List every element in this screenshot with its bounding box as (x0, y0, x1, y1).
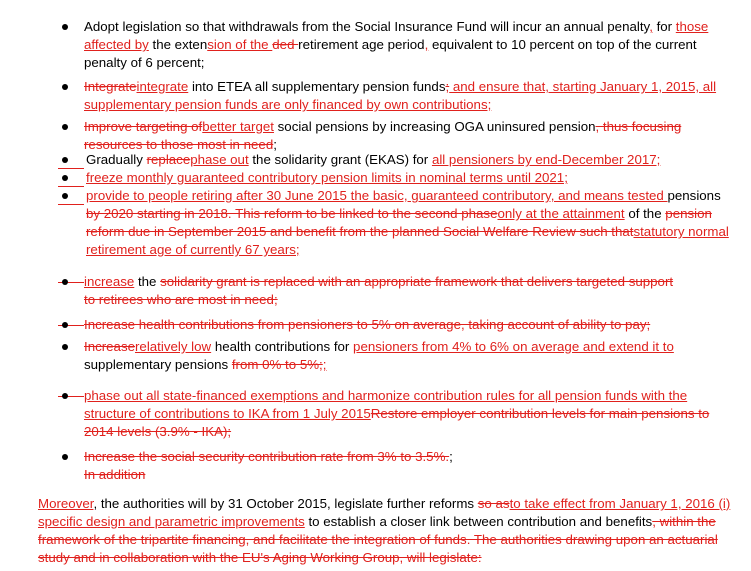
list-bullet (62, 393, 68, 399)
text-run: the exten (148, 37, 208, 52)
inserted-text: pensioners from 4% to 6% on average and extend it to (353, 339, 674, 354)
inserted-text: only at the attainment (497, 206, 625, 221)
list-item-line (86, 223, 729, 241)
paragraph-line (38, 549, 482, 567)
inserted-text: freeze monthly guaranteed contributory pension limits in nominal terms until 2021; (86, 170, 568, 185)
list-bullet (62, 454, 68, 460)
list-item-line (84, 96, 491, 114)
inserted-text: provide to people retiring after 30 June 2015 the basic, guaranteed contributory, and means tested (86, 188, 668, 203)
inserted-text: retirement age of currently 67 years; (86, 242, 300, 257)
bullet-underline-mark (58, 204, 84, 205)
list-bullet (62, 157, 68, 163)
list-item-line (84, 387, 687, 405)
bullet-underline-mark (58, 186, 84, 187)
deleted-text: resources to those most in need (84, 137, 274, 152)
list-bullet (62, 84, 68, 90)
list-item-line (84, 356, 326, 374)
inserted-text: , (424, 37, 429, 52)
deleted-text: Improve targeting of (84, 119, 203, 134)
deleted-text: replace (146, 152, 191, 167)
deleted-text: from 0% to 5%; (231, 357, 323, 372)
inserted-text: phase out all state-financed exemptions and harmonize contribution rules for all pension funds with the (84, 388, 688, 403)
list-item-line (86, 151, 660, 169)
paragraph-line (38, 513, 716, 531)
text-run: , the authorities will by 31 October 2015, legislate further reforms (93, 496, 478, 511)
inserted-text: supplementary pension funds are only financed by own contributions; (84, 97, 492, 112)
list-item-line (84, 338, 674, 356)
inserted-text: ; (322, 357, 327, 372)
text-run: the solidarity grant (EKAS) for (248, 152, 432, 167)
deleted-text: study and in collaboration with the EU's Aging Working Group, will legislate: (38, 550, 482, 565)
text-run: the (134, 274, 161, 289)
deleted-text: Restore employer contribution levels for main pensions to (370, 406, 710, 421)
inserted-text: increase (84, 274, 135, 289)
list-bullet (62, 124, 68, 130)
inserted-text: , (649, 19, 653, 34)
list-item-line (84, 18, 708, 36)
text-run: Adopt legislation so that withdrawals from the Social Insurance Fund will incur an annual penalty (84, 19, 650, 34)
list-item-line (84, 54, 205, 72)
list-item-line (84, 466, 145, 484)
list-item-line (84, 36, 697, 54)
deleted-text: , within the (652, 514, 716, 529)
text-run: social pensions by increasing OGA uninsured pension (273, 119, 596, 134)
inserted-text: sion of the (207, 37, 273, 52)
deleted-text: Integrate (84, 79, 137, 94)
list-item-line (84, 405, 709, 423)
inserted-text: Moreover (38, 496, 94, 511)
inserted-text: and ensure that, starting January 1, 2015, all (449, 79, 717, 94)
inserted-text: relatively low (135, 339, 212, 354)
text-run: of the (624, 206, 666, 221)
list-item-line (84, 291, 278, 309)
text-run: penalty of 6 percent; (84, 55, 205, 70)
inserted-text: those (675, 19, 709, 34)
text-run: equivalent to 10 percent on top of the current (428, 37, 697, 52)
list-bullet (62, 175, 68, 181)
list-item-line (86, 187, 721, 205)
deleted-text: In addition (84, 467, 146, 482)
paragraph-line (38, 495, 730, 513)
bullet-underline-mark (58, 168, 84, 169)
list-item-line (84, 423, 231, 441)
deleted-text: ded (272, 37, 299, 52)
text-run: ; (449, 449, 453, 464)
inserted-text: specific design and parametric improvements (38, 514, 305, 529)
list-item-line (84, 78, 716, 96)
text-run: health contributions for (211, 339, 354, 354)
text-run: retirement age period (298, 37, 425, 52)
list-bullet (62, 193, 68, 199)
deleted-text: framework of the tripartite financing, and facilitate the integration of funds. The authorities drawing upon an actuarial (38, 532, 718, 547)
list-item-line (84, 273, 673, 291)
list-item-line (86, 205, 712, 223)
inserted-text: phase out (190, 152, 249, 167)
deleted-text: 2014 levels (3.9% - IKA); (84, 424, 232, 439)
list-bullet (62, 344, 68, 350)
deleted-text: by 2020 starting in 2018. This reform to be linked to the second phase (86, 206, 498, 221)
deleted-text: Increase health contributions from pensioners to 5% on average, taking account of ability to pay; (84, 317, 651, 332)
text-run: supplementary pensions (84, 357, 232, 372)
deleted-text: reform due in September 2015 and benefit from the planned Social Welfare Review such that (86, 224, 634, 239)
list-item-line (86, 241, 300, 259)
deleted-text: so as (477, 496, 510, 511)
deleted-text: pension (665, 206, 712, 221)
text-run: for (652, 19, 676, 34)
inserted-text: integrate (136, 79, 189, 94)
inserted-text: all pensioners by end-December 2017; (431, 152, 661, 167)
deleted-text: , thus focusing (595, 119, 682, 134)
text-run: pensions (667, 188, 721, 203)
deleted-text: ; (445, 79, 450, 94)
text-run: Gradually (86, 152, 147, 167)
text-run: into ETEA all supplementary pension funds (188, 79, 446, 94)
deleted-text: Increase the social security contribution rate from 3% to 3.5%. (84, 449, 450, 464)
paragraph-line (38, 531, 718, 549)
deleted-text: to retirees who are most in need; (84, 292, 278, 307)
inserted-text: to take effect from January 1, 2016 (i) (509, 496, 731, 511)
list-item-line (84, 316, 650, 334)
text-run: ; (273, 137, 277, 152)
list-item-line (84, 448, 453, 466)
deleted-text: Increase (84, 339, 135, 354)
text-run: to establish a closer link between contribution and benefits (304, 514, 653, 529)
list-bullet (62, 279, 68, 285)
deleted-text: solidarity grant is replaced with an appropriate framework that delivers targeted support (160, 274, 674, 289)
inserted-text: structure of contributions to IKA from 1 July 2015 (84, 406, 371, 421)
inserted-text: affected by (84, 37, 149, 52)
inserted-text: better target (202, 119, 274, 134)
inserted-text: statutory normal (633, 224, 729, 239)
list-bullet (62, 322, 68, 328)
list-item-line (84, 118, 681, 136)
list-bullet (62, 24, 68, 30)
list-item-line (86, 169, 568, 187)
